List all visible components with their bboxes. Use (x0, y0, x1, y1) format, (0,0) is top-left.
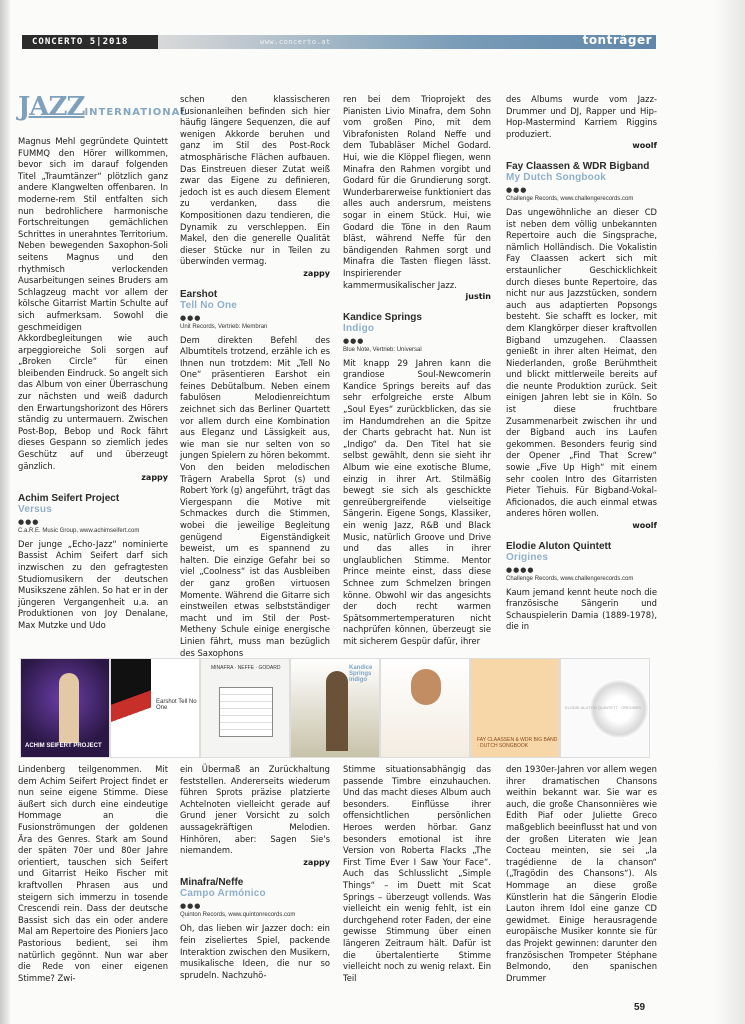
rating-dots: ●●● (18, 517, 40, 526)
cover-caption: ACHIM SEIFERT PROJECT (25, 743, 102, 749)
review-album: Tell No One (180, 299, 238, 311)
review-artist: Kandice Springs (343, 311, 422, 323)
review-body: Der junge „Echo-Jazz“ nominierte Bassist Achim Seifert darf sich inzwischen zu den gefragtesten Studiomusikern der deutschen Musikszene zählen. So hat er in der jüngeren Vergangenheit u.a. an Produktionen von Joy Denalane, Max Mutzke und Udo (18, 538, 168, 630)
page-spine-shadow (0, 0, 10, 1024)
column-1-lower (18, 764, 168, 984)
column-4-lower (506, 764, 657, 984)
header-bar (22, 35, 656, 49)
album-cover-strip (20, 658, 656, 758)
review-body: Stimme situationsabhängig das passende Timbre einzuhauchen. Und das macht dieses Album auch besonders. Einflüsse ihrer offensichtlichen persönlichen Heroes werden hörbar. Ganz besonders emotional ist ihre Version von Roberta Flacks „The First Time Ever I Saw Your Face“. Auch das Schlusslicht „Simple Things“ – im Duett mit Scat Springs – überzeugt vollends. Was vielleicht ein wenig fehlt, ist ein durchgehend roter Faden, der eine gewisse Stimmung über einen längeren Zeitraum hält. Dafür ist die übertalentierte Stimme vielleicht noch zu wenig relaxt. Ein Teil (343, 764, 491, 983)
section-title: tonträger (582, 33, 652, 47)
cover-caption: Kandice Springs indigo (349, 665, 373, 683)
cover-figure (59, 673, 79, 743)
album-cover-kandice-springs (290, 658, 380, 758)
cover-caption: FAY CLAASSEN & WDR BIG BAND · DUTCH SONGBOOK (477, 737, 558, 749)
rating-dots: ●●●● (506, 565, 535, 574)
rating-dots: ●●● (180, 902, 202, 911)
record-label: Blue Note, Vertrieb: Universal (343, 346, 422, 353)
review-artist: Achim Seifert Project (18, 492, 120, 504)
cover-art (111, 659, 151, 758)
record-label: Unit Records, Vertrieb: Membran (180, 323, 268, 330)
review-signature: zappy (303, 857, 330, 867)
review-signature: justin (465, 292, 491, 302)
review-body: ein Übermaß an Zurückhaltung feststellen. Andererseits wiederum führen Sprots präzise platzierte Achtelnoten vielleicht gerade auf Grund jener Vorsicht zu solch aussagekräftigen Melodien. Hinhören, aber: Sagen Sie's niemandem. (180, 764, 330, 856)
column-3-lower (343, 764, 491, 984)
cover-figure (411, 669, 441, 705)
page-edge-shadow (715, 0, 745, 1024)
jazz-international-logo: JAZZINTERNATIONAL (18, 92, 188, 122)
review-signature: woolf (632, 521, 657, 530)
column-2 (180, 94, 330, 659)
record-label: C.a.R.E. Music Group, www.achimseifert.com (18, 527, 140, 534)
review-album: Origines (506, 551, 549, 563)
cover-figure (326, 671, 348, 751)
cover-caption: MINAFRA · NEFFE · GODARD (211, 665, 281, 671)
record-label: Challenge Records, www.challengerecords.com (506, 575, 634, 582)
magazine-issue: CONCERTO 5|2018 (22, 35, 158, 49)
review-body: Kaum jemand kennt heute noch die französische Sängerin und Schauspielerin Damia (1889-1978), die in (506, 586, 657, 632)
review-body: des Albums wurde vom Jazz-Drummer und DJ, Rapper und Hip-Hop-Mastermind Karriem Riggins produziert. (506, 94, 657, 139)
review-body: Das ungewöhnliche an dieser CD ist neben dem völlig unbekannten Repertoire auch die Singsprache, nämlich Holländisch. Die Vokalistin Fay Claassen ackert sich mit erstaunlicher Geschicklichkeit durch dieses bunte Repertoire, das nicht nur aus Jazzstücken, sondern auch aus adaptierten Popsongs besteht. Sie schafft es locker, mit dem Klangkörper dieser kraftvollen Bigband umzugehen. Claassen genießt in ihrer alten Heimat, den Niederlanden, große Berühmtheit und blickt mittlerweile bereits auf die neunte Produktion zurück. Seit einigen Jahren lebt sie in Köln. So ist diese fruchtbare Zusammenarbeit zwischen ihr und der Bigband auch ins Laufen gekommen. Besonders feurig sind der Opener „Find That Screw“ sowie „Five Up High“ mit einem sehr coolen Intro des Gitarristen Pieter Tiehuis. Für Bigband-Vokal-Aficionados, die auch einmal etwas anderes hören wollen. (506, 206, 657, 519)
review-body: Dem direkten Befehl des Albumtitels trotzend, erzähle ich es Ihnen nun trotzdem: Mit „Tell No One“ präsentieren Earshot ein feines Debütalbum. Neben einem fabulösen Melodienreichtum zeichnet sich das Berliner Quartett vor allem durch eine Kombination aus Eleganz und Lässigkeit aus, wie man sie nur selten von so jungen Spielern zu hören bekommt. Von den beiden melodischen Trägern Arabella Sprot (s) und Robert York (g) angeführt, trägt das Viergespann die Motive mit Schmackes durch die Stimmen, wobei die jeweilige Begleitung genügend Eigenständigkeit beweist, um es spannend zu halten. Die einzige Gefahr bei so viel „Coolness“ ist das Ausbleiben der ganz großen virtuosen Momente. Während die Gitarre sich einstweilen etwas selbstständiger macht und im Stil der Post-Metheny Schule einige energische Linien fährt, muss man bezüglich des Saxophons (180, 334, 330, 658)
record-label: Quinton Records, www.quintonrecords.com (180, 912, 296, 919)
cover-caption: Earshot Tell No One (156, 699, 197, 711)
album-cover-fay-claassen (470, 658, 560, 758)
album-cover-earshot (110, 658, 200, 758)
album-cover-minafra-neffe (200, 658, 290, 758)
header-gradient (158, 35, 656, 49)
column-1 (18, 92, 188, 632)
rating-dots: ●●● (506, 185, 528, 194)
review-artist: Earshot (180, 288, 218, 300)
cover-caption: ELODIE ALUTON QUINTETT · ORIGINES (565, 705, 641, 710)
column-4 (506, 94, 657, 633)
record-label: Challenge Records, www.challengerecords.com (506, 195, 634, 202)
review-album: Versus (18, 503, 53, 515)
rating-dots: ●●● (343, 336, 365, 345)
review-body: Magnus Mehl gegründete Quintett FUMMQ den Hörer willkommen, bevor sich im darauf folgenden Titel „Traumtänzer“ plötzlich ganz andere Klangwelten offenbaren. In moderne-rem Stil entfalten sich nun bedrohlichere harmonische Fortschreitungen gemächlichen Schrittes in unerahntes Territorium. Neben bewegenden Saxophon-Soli seitens Magnus und den rhythmisch verlockenden Ausarbeitungen seines Bruders am Schlagzeug macht vor allem der kölsche Gitarrist Martin Schulte auf sich aufmerksam. Sowohl die geschmeidigen Akkordbegleitungen wie auch arpeggioreiche Soli sorgen auf „Broken Circle“ für einen bleibenden Eindruck. So angelt sich das Album von einer Überraschung zur nächsten und weiß dadurch den Erwartungshorizont des Hörers ständig zu untermauern. Zwischen Post-Bop, Bebop und Rock fährt dieses Gespann so ziemlich jedes Geschütz auf und überzeugt gänzlich. (18, 136, 168, 471)
review-body: den 1930er-Jahren vor allem wegen ihrer dramatischen Chansons weithin bekannt war. Sie war es auch, die große Chansonnières wie Edith Piaf oder Juliette Greco maßgeblich beeinflusst hat und von der großen Literaten wie Jean Cocteau meinten, sie sei „la tragédienne de la chanson“ („Tragödin des Chansons“). Als Hommage an diese große Künstlerin hat die Sängerin Elodie Lauton ihrem Idol eine ganze CD gewidmet. Einige herausragende europäische Musiker konnte sie für das Projekt gewinnen: darunter den französischen Trompeter Stéphane Belmondo, den spanischen Drummer (506, 764, 657, 983)
album-cover-achim-seifert (20, 658, 110, 758)
review-artist: Fay Claassen & WDR Bigband (506, 160, 650, 172)
album-cover-elodie-aluton (560, 658, 650, 758)
review-body: schen den klassischeren Fusionanleihen befinden sich hier häufig längere Sequenzen, die auf wenigen Akkorde beruhen und ganz im Stil des Post-Rock atmosphärische Flächen aufbauen. Das Einstreuen dieser Zutat weiß zwar das Eigene zu definieren, jedoch ist es auch diesem Element zu verdanken, dass die Kompositionen dazu tendieren, die Dynamik zu verschleppen. Ein Makel, den die generelle Qualität dieser Stücke nur in Teilen zu überwinden vermag. (180, 94, 330, 267)
review-artist: Elodie Aluton Quintett (506, 540, 612, 552)
review-album: My Dutch Songbook (506, 171, 607, 183)
magazine-url: www.concerto.at (260, 38, 331, 46)
review-signature: zappy (141, 473, 168, 483)
review-signature: zappy (303, 268, 330, 278)
cover-art (219, 687, 273, 737)
review-body: ren bei dem Trioprojekt des Pianisten Livio Minafra, dem Sohn vom großen Pino, mit dem Vibrafonisten Roland Neffe und dem Tubabläser Michel Godard. Hui, wie die Klöppel fliegen, wenn Minafra den Rahmen vorgibt und Godard für die Grundierung sorgt. Wunderbarerweise funktioniert das alles auch andersrum, meistens sogar in einem Stück. Hui, wie Godard die Töne in den Raum bläst, während Neffe für den bändigenden Rahmen sorgt und Minafra die Tasten fliegen lässt. Inspirierender kammermusikalischer Jazz. (343, 94, 491, 290)
column-3 (343, 94, 491, 648)
review-body: Lindenberg teilgenommen. Mit dem Achim Seifert Project findet er nun seine eigene Stimme. Diese äußert sich durch eine eindeutige Hommage an die Fusionströmungen der goldenen Ära des Genres. Stark am Sound der späten 70er und 80er Jahre orientiert, tauschen sich Seifert und Gitarrist Heiko Fischer mit kraftvollen Phrasen aus und steigern sich immerzu in tosende Crescendi rein. Dass der deutsche Bassist sich das ein oder andere Mal am Repertoire des Pioniers Jaco Pastorious bedient, sei ihm natürlich gegönnt. Nun war aber die Rede von einer eigenen Stimme? Zwi- (18, 764, 169, 983)
review-album: Campo Armónico (180, 888, 266, 900)
page-number: 59 (634, 1002, 646, 1013)
column-2-lower (180, 764, 330, 981)
rating-dots: ●●● (180, 313, 202, 322)
review-body: Oh, das lieben wir Jazzer doch: ein fein ziseliertes Spiel, packende Interaktion zwischen den Musikern, musikalische Ideen, die nur so sprudeln. Nachzuhö- (180, 923, 330, 980)
review-album: Indigo (343, 322, 375, 334)
review-body: Mit knapp 29 Jahren kann die grandiose Soul-Newcomerin Kandice Springs bereits auf das sehr erfolgreiche erste Album „Soul Eyes“ zurückblicken, das sie im Handumdrehen an die Spitze der Charts gebracht hat. Nun ist „Indigo“ da. Den Titel hat sie selbst gewählt, denn sie sieht ihr Album wie eine exotische Blume, einzig in ihrer Art. Stilmäßig bewegt sie sich als geschickte genreübergreifende vielseitige Sängerin. Eigene Songs, Klassiker, ein wenig Jazz, R&B und Black Music, natürlich Groove und Drive und das alles in ihrer unglaublichen Stimme. Mentor Prince meinte einst, dass diese Schnee zum Schmelzen bringen könne. Obwohl wir das angesichts der doch recht warmen Spätsommertemperaturen nicht nachprüfen können, überzeugt sie mit sicherem Gespür dafür, ihrer (343, 357, 491, 646)
album-cover-portrait (380, 658, 470, 758)
review-signature: woolf (632, 141, 657, 151)
review-artist: Minafra/Neffe (180, 877, 244, 889)
